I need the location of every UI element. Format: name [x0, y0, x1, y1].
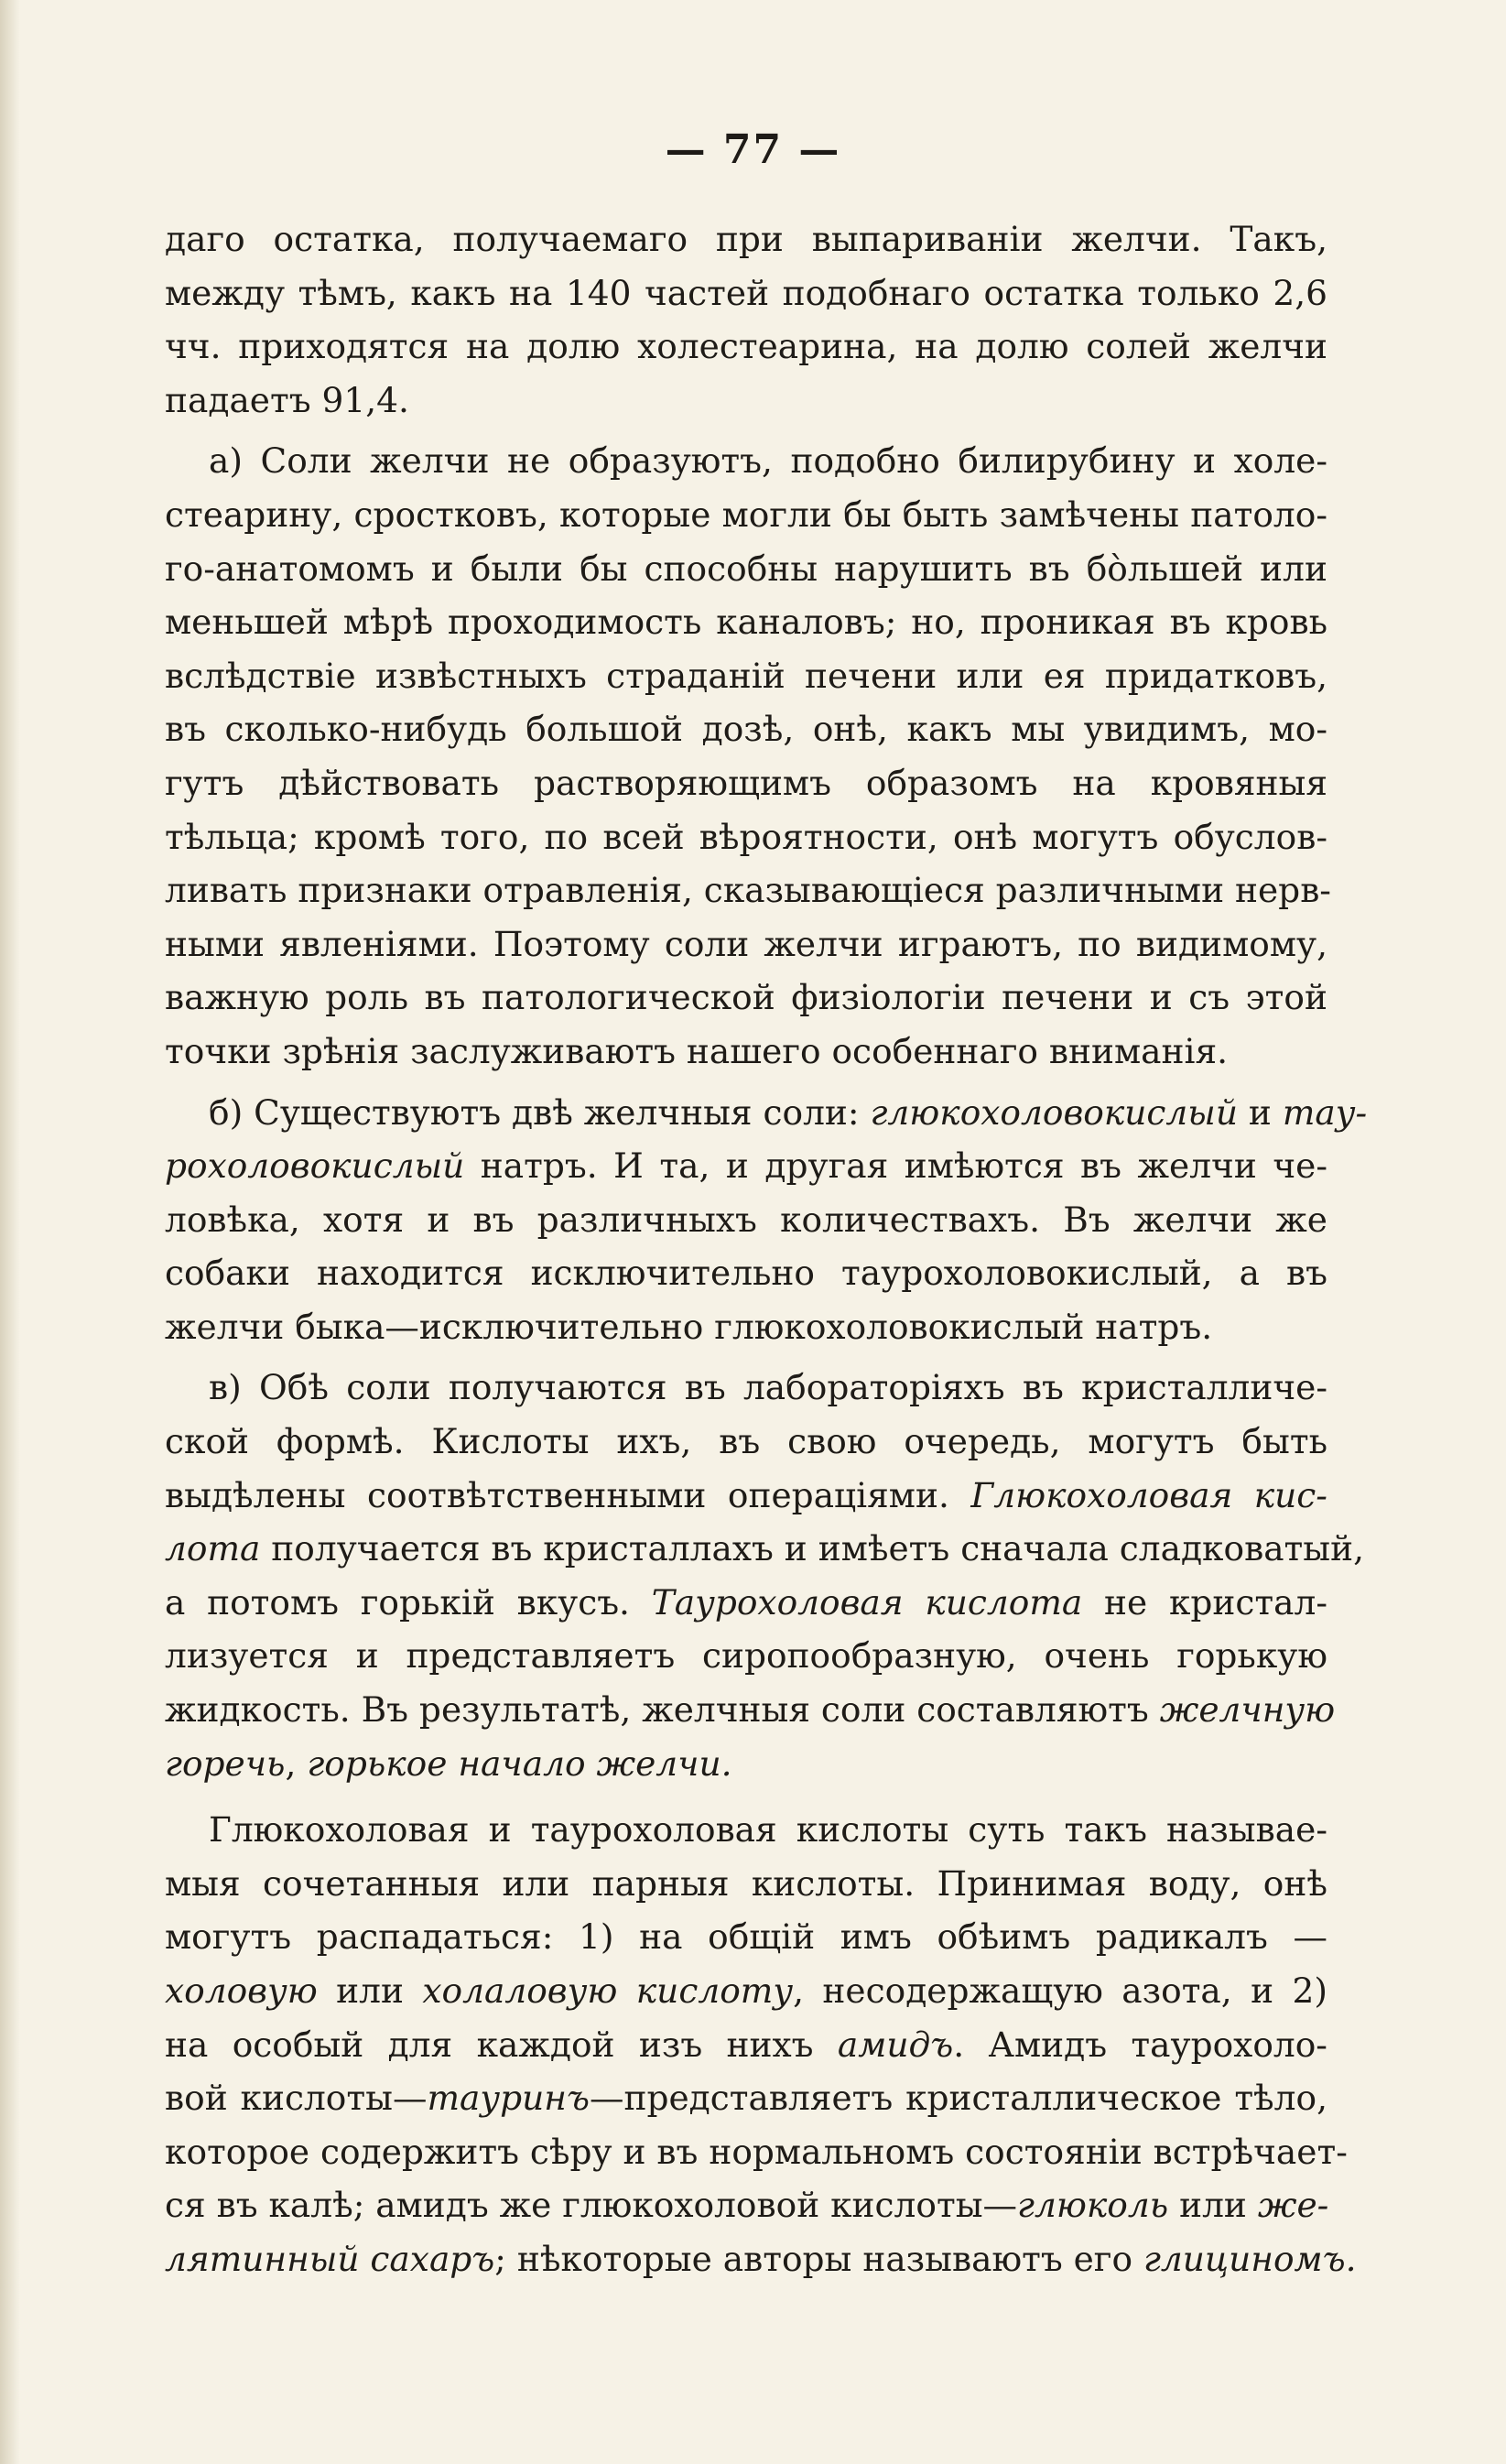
- text-run: а потомъ горькiй вкусъ.: [165, 1581, 652, 1623]
- text-line: стеарину, сростковъ, которые могли бы быть замѣчены патоло-: [165, 494, 1327, 535]
- text-run: вой кислоты—: [165, 2078, 428, 2119]
- text-run: ся въ калѣ; амидъ же глюкохоловой кислоты—: [165, 2185, 1018, 2226]
- italic-term: горькое начало желчи.: [307, 1742, 732, 1784]
- text-run: и: [1237, 1091, 1283, 1133]
- text-line: [165, 1469, 1327, 1523]
- paragraph-a-start: а) Соли желчи не образуютъ, подобно билирубину и холе-: [209, 440, 1327, 482]
- italic-term: холовую: [165, 1970, 318, 2011]
- text-line: могутъ распадаться: 1) на общiй имъ обѣимъ радикалъ —: [165, 1916, 1327, 1958]
- text-line: которое содержитъ сѣру и въ нормальномъ состоянiи встрѣчает-: [165, 2131, 1348, 2172]
- paragraph-c-start: в) Обѣ соли получаются въ лабораторiяхъ въ кристалличе-: [209, 1367, 1327, 1408]
- paragraph-b-start: [165, 1086, 1368, 1140]
- text-run: на особый для каждой изъ нихъ: [165, 2024, 838, 2065]
- text-run: жидкость. Въ результатѣ, желчныя соли составляютъ: [165, 1689, 1160, 1731]
- text-line: чч. приходятся на долю холестеарина, на долю солей желчи: [165, 326, 1327, 367]
- italic-term: лота: [165, 1528, 261, 1569]
- text-line: гутъ дѣйствовать растворяющимъ образомъ на кровяныя: [165, 762, 1327, 803]
- text-run: или: [317, 1970, 423, 2011]
- text-line: [165, 1737, 1327, 1791]
- body-text: [165, 212, 1368, 2286]
- text-line: [165, 2232, 1357, 2286]
- italic-term: глюкохоловокислый: [870, 1091, 1238, 1133]
- italic-term: Глюкохоловая кис-: [970, 1474, 1327, 1515]
- italic-term: горечь: [165, 1742, 286, 1784]
- text-line: ской формѣ. Кислоты ихъ, въ свою очередь, могутъ быть: [165, 1421, 1327, 1462]
- italic-term: тауринъ: [427, 2078, 590, 2119]
- italic-term: амидъ: [837, 2024, 954, 2065]
- text-run: —представляетъ кристаллическое тѣло,: [589, 2078, 1327, 2119]
- text-line: важную роль въ патологической физiологiи печени и съ этой: [165, 977, 1327, 1018]
- text-line: [165, 2178, 1327, 2232]
- italic-term: лятинный сахаръ: [165, 2238, 495, 2279]
- text-run: ; нѣкоторые авторы называютъ его: [494, 2238, 1143, 2279]
- text-run: ,: [285, 1742, 308, 1784]
- text-line: между тѣмъ, какъ на 140 частей подобнаго остатка только 2,6: [165, 272, 1327, 313]
- paragraph-d-start: Глюкохоловая и таурохоловая кислоты суть такъ называе-: [209, 1809, 1327, 1851]
- text-line: точки зрѣнiя заслуживаютъ нашего особеннаго вниманiя.: [165, 1030, 1229, 1071]
- text-line: [165, 1964, 1327, 2018]
- text-line: [165, 1683, 1336, 1737]
- text-run: выдѣлены соотвѣтственными операцiями.: [165, 1474, 971, 1515]
- italic-term: глициномъ.: [1143, 2238, 1357, 2279]
- text-run: или: [1168, 2185, 1258, 2226]
- text-line: [165, 1522, 1365, 1576]
- text-line: [165, 1576, 1327, 1630]
- text-line: [165, 2071, 1327, 2125]
- text-line: лизуется и представляетъ сиропообразную, очень горькую: [165, 1635, 1327, 1677]
- text-run: б) Существуютъ двѣ желчныя соли:: [209, 1091, 871, 1133]
- text-run: не кристал-: [1082, 1581, 1327, 1623]
- text-run: натръ. И та, и другая имѣются въ желчи че-: [464, 1145, 1327, 1187]
- text-line: [165, 2018, 1327, 2072]
- text-line: вслѣдствiе извѣстныхъ страданiй печени или ея придатковъ,: [165, 655, 1327, 696]
- text-line: ными явленiями. Поэтому соли желчи играютъ, по видимому,: [165, 923, 1327, 964]
- text-line: мыя сочетанныя или парныя кислоты. Принимая воду, онѣ: [165, 1862, 1327, 1904]
- text-line: [165, 1139, 1327, 1193]
- text-run: получается въ кристаллахъ и имѣетъ сначала сладковатый,: [260, 1528, 1365, 1569]
- text-line: желчи быка—исключительно глюкохоловокислый натръ.: [165, 1306, 1213, 1347]
- text-line: дагo остатка, получаемаго при выпариванiи желчи. Такъ,: [165, 219, 1327, 259]
- italic-term: Таурохоловая кислота: [651, 1581, 1083, 1623]
- text-line: го-анатомомъ и были бы способны нарушить въ бо̀льшей или: [165, 548, 1327, 589]
- text-line: тѣльца; кромѣ того, по всей вѣроятности, онѣ могутъ обуслов-: [165, 816, 1327, 857]
- text-line: ливать признаки отравленiя, сказывающiеся различными нерв-: [165, 870, 1331, 911]
- page-edge-shadow: [0, 0, 20, 2464]
- italic-term: же-: [1257, 2185, 1329, 2226]
- text-line: ловѣка, хотя и въ различныхъ количествахъ. Въ желчи же: [165, 1199, 1327, 1240]
- italic-term: желчную: [1159, 1689, 1336, 1731]
- text-run: , несодержащую азота, и 2): [793, 1970, 1327, 2011]
- text-run: . Амидъ таурохоло-: [953, 2024, 1327, 2065]
- text-line: меньшей мѣрѣ проходимость каналовъ; но, проникая въ кровь: [165, 602, 1327, 643]
- text-line: падаетъ 91,4.: [165, 379, 409, 420]
- italic-term: холаловую кислоту: [422, 1970, 794, 2011]
- italic-term: рохоловокислый: [165, 1145, 465, 1187]
- italic-term: глюколь: [1017, 2185, 1169, 2226]
- page-number: — 77 —: [665, 126, 841, 173]
- italic-term: тау-: [1282, 1091, 1368, 1133]
- text-line: въ сколько-нибудь большой дозѣ, онѣ, какъ мы увидимъ, мо-: [165, 709, 1327, 750]
- text-line: собаки находится исключительно таурохоловокислый, а въ: [165, 1253, 1327, 1294]
